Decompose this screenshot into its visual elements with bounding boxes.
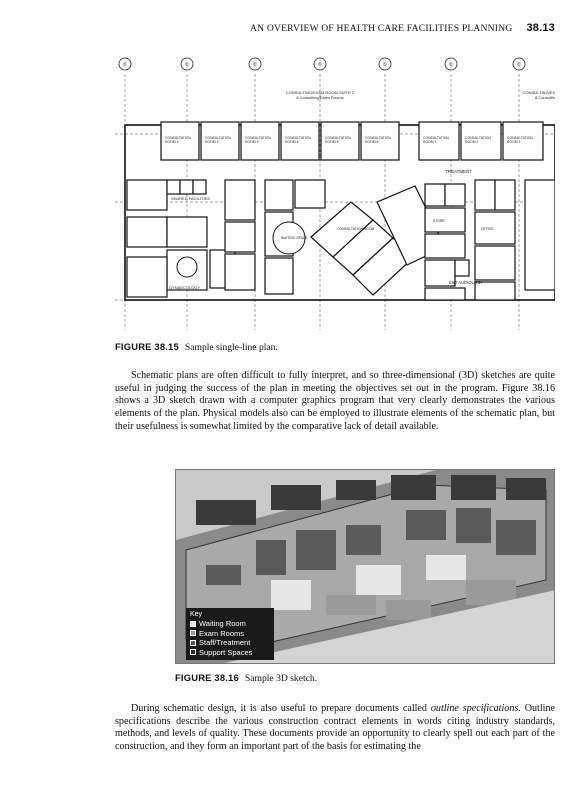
svg-text:CONSULTATION: CONSULTATION xyxy=(285,136,311,140)
key-label-exam-rooms: Exam Rooms xyxy=(199,628,245,638)
svg-text:CONSULTATION: CONSULTATION xyxy=(165,136,191,140)
suite-subtitle-right: 8 Consultin xyxy=(534,95,555,100)
area-audiology: ENT AUDIOLOGY xyxy=(449,280,484,285)
figure-38-15-label: FIGURE 38.15 xyxy=(115,341,179,352)
key-title: Key xyxy=(190,611,203,618)
figure-38-15-caption xyxy=(115,341,278,353)
paragraph-2-term: outline specifications. xyxy=(430,703,521,714)
area-treatment: TREATMENT xyxy=(445,169,473,174)
svg-text:ROOM 1: ROOM 1 xyxy=(423,140,437,144)
column-marker-6: ① xyxy=(448,62,454,68)
figure-38-16-caption-text: Sample 3D sketch. xyxy=(244,673,318,684)
running-header xyxy=(0,22,555,34)
svg-text:CONSULTATION: CONSULTATION xyxy=(423,136,449,140)
column-marker-4: ① xyxy=(317,62,323,68)
running-title: AN OVERVIEW OF HEALTH CARE FACILITIES PLANNING xyxy=(249,23,513,34)
column-marker-3: ① xyxy=(252,62,258,68)
page-number: 38.13 xyxy=(526,22,555,34)
key-swatch-waiting-room xyxy=(190,621,196,627)
figure-38-16-label: FIGURE 38.16 xyxy=(175,672,239,683)
svg-text:ROOM 3: ROOM 3 xyxy=(245,140,259,144)
area-shared: SHARED FACILITIES xyxy=(171,196,210,201)
svg-text:ROOM 2: ROOM 2 xyxy=(465,140,479,144)
key-label-waiting-room: Waiting Room xyxy=(199,619,246,628)
svg-text:CONSULTATION: CONSULTATION xyxy=(507,136,533,140)
svg-text:CONSULTATION: CONSULTATION xyxy=(205,136,231,140)
3d-sketch-key xyxy=(186,608,274,660)
room-waiting-label: WAITING SPACE xyxy=(281,236,308,240)
svg-text:ROOM 4: ROOM 4 xyxy=(285,140,299,144)
svg-text:ROOM 1: ROOM 1 xyxy=(165,140,179,144)
paragraph-2-lead: During schematic design, it is also useful to prepare documents called xyxy=(131,703,431,714)
key-label-staff-treatment: Staff/Treatment xyxy=(199,638,251,647)
svg-text:CONSULTATION: CONSULTATION xyxy=(365,136,391,140)
key-item-support-spaces xyxy=(190,648,270,658)
body-paragraph-1: Schematic plans are often difficult to fully interpret, and so three-dimensional (3D) sketches are quite useful in judging the success of the plan in meeting the objectives set out in the program. Figure 38.16 shows a 3D sketch drawn with a computer graphics program that very clearly demonstrates the various elements of the plan. Physical models also can be employed to illustrate elements of the schematic plan, but their usefulness is somewhat limited by the comparative lack of detail available. xyxy=(115,370,555,432)
key-swatch-exam-rooms xyxy=(190,630,196,636)
svg-text:ROOM 2: ROOM 2 xyxy=(205,140,219,144)
figure-38-15-caption-text: Sample single-line plan. xyxy=(184,342,278,353)
svg-text:CONSULTATION: CONSULTATION xyxy=(465,136,491,140)
key-swatch-staff-treatment xyxy=(190,640,196,646)
suite-subtitle-left: 8 Consulting/Exam Rooms xyxy=(296,95,344,100)
body-paragraph-2 xyxy=(115,703,555,754)
column-marker-2: ① xyxy=(184,62,190,68)
key-item-exam-rooms xyxy=(190,629,270,639)
room-store-label: STORE xyxy=(433,219,445,223)
room-office-label: OFFICE xyxy=(481,227,494,231)
key-swatch-support-spaces xyxy=(190,649,196,655)
key-item-waiting-room xyxy=(190,619,270,629)
key-label-support-spaces: Support Spaces xyxy=(199,647,253,657)
svg-text:CONSULTATION: CONSULTATION xyxy=(325,136,351,140)
area-gynaecology: GYNAECOLOGY xyxy=(169,285,201,290)
svg-text:CONSULTATION: CONSULTATION xyxy=(245,136,271,140)
suite-title-right: CONSULTING/EX xyxy=(522,90,555,95)
single-line-plan xyxy=(115,52,555,334)
column-markers xyxy=(119,58,525,70)
room-consult-label: CONSULTATION ROOM xyxy=(337,227,375,231)
svg-text:ROOM 5: ROOM 5 xyxy=(325,140,339,144)
3d-sketch-image xyxy=(175,469,555,664)
column-marker-1: ① xyxy=(122,62,128,68)
paragraph-2-rest: Outline specifications describe the various construction contract elements in words citing industry standards, methods, and levels of quality. These documents provide an opportunity to clearly spell out each part of the construction, and they form an important part of the basis for estimating the xyxy=(115,703,555,753)
svg-text:ROOM 3: ROOM 3 xyxy=(507,140,521,144)
key-item-staff-treatment xyxy=(190,638,270,648)
column-marker-5: ① xyxy=(382,62,388,68)
figure-38-16-caption xyxy=(175,672,317,684)
column-marker-7: ① xyxy=(516,62,522,68)
svg-text:ROOM 6: ROOM 6 xyxy=(365,140,379,144)
suite-title-left: CONSULTING/EXAM ROOM SUITE 2 xyxy=(285,90,355,95)
